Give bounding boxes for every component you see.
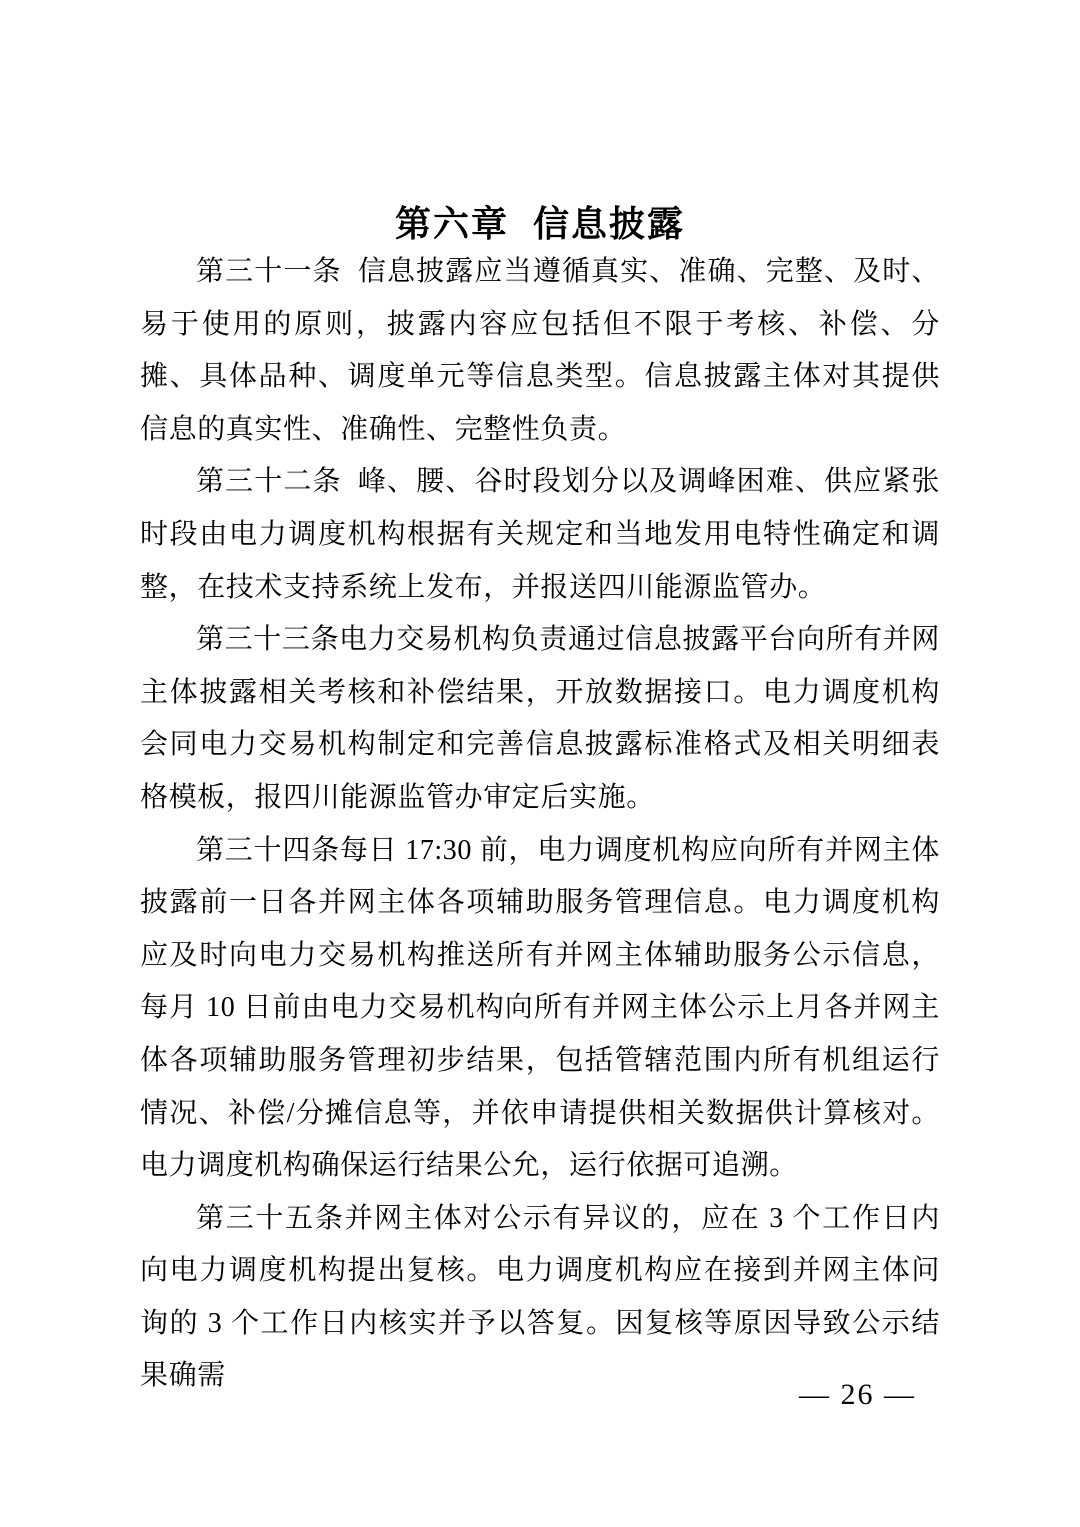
article-35 bbox=[140, 1193, 940, 1403]
page-number: — 26 — bbox=[799, 1378, 916, 1411]
article-35-text: 并网主体对公示有异议的，应在 3 个工作日内向电力调度机构提出复核。电力调度机构应在接到并网主体问询的 3 个工作日内核实并予以答复。因复核等原因导致公示结果确需 bbox=[140, 1202, 940, 1392]
article-33-text: 电力交易机构负责通过信息披露平台向所有并网主体披露相关考核和补偿结果，开放数据接口。电力调度机构会同电力交易机构制定和完善信息披露标准格式及相关明细表格模板，报四川能源监管办审定后实施。 bbox=[140, 624, 940, 813]
document-body bbox=[140, 246, 940, 1403]
article-33-number: 第三十三条 bbox=[196, 624, 340, 656]
article-31-text: 信息披露应当遵循真实、准确、完整、及时、易于使用的原则，披露内容应包括但不限于考核、补偿、分摊、具体品种、调度单元等信息类型。信息披露主体对其提供信息的真实性、准确性、完整性负责。 bbox=[140, 256, 940, 445]
article-33 bbox=[140, 614, 940, 824]
chapter-title: 第六章 信息披露 bbox=[394, 203, 685, 244]
article-32 bbox=[140, 456, 940, 614]
article-32-number: 第三十二条 bbox=[196, 466, 342, 498]
article-34-text: 每日 17:30 前，电力调度机构应向所有并网主体披露前一日各并网主体各项辅助服务管理信息。电力调度机构应及时向电力交易机构推送所有并网主体辅助服务公示信息，每月 10 日前由电力交易机构向所有并网主体公示上月各并网主体各项辅助服务管理初步结果，包括管辖范围内所有机组运行情况、补偿/分摊信息等，并依申请提供相关数据供计算核对。电力调度机构确保运行结果公允，运行依据可追溯。 bbox=[140, 834, 940, 1182]
article-31-number: 第三十一条 bbox=[196, 256, 342, 287]
article-35-number: 第三十五条 bbox=[196, 1202, 345, 1234]
article-34 bbox=[140, 825, 940, 1193]
article-34-number: 第三十四条 bbox=[196, 834, 340, 866]
article-32-text: 峰、腰、谷时段划分以及调峰困难、供应紧张时段由电力调度机构根据有关规定和当地发用电特性确定和调整，在技术支持系统上发布，并报送四川能源监管办。 bbox=[140, 466, 940, 603]
article-31 bbox=[140, 246, 940, 456]
